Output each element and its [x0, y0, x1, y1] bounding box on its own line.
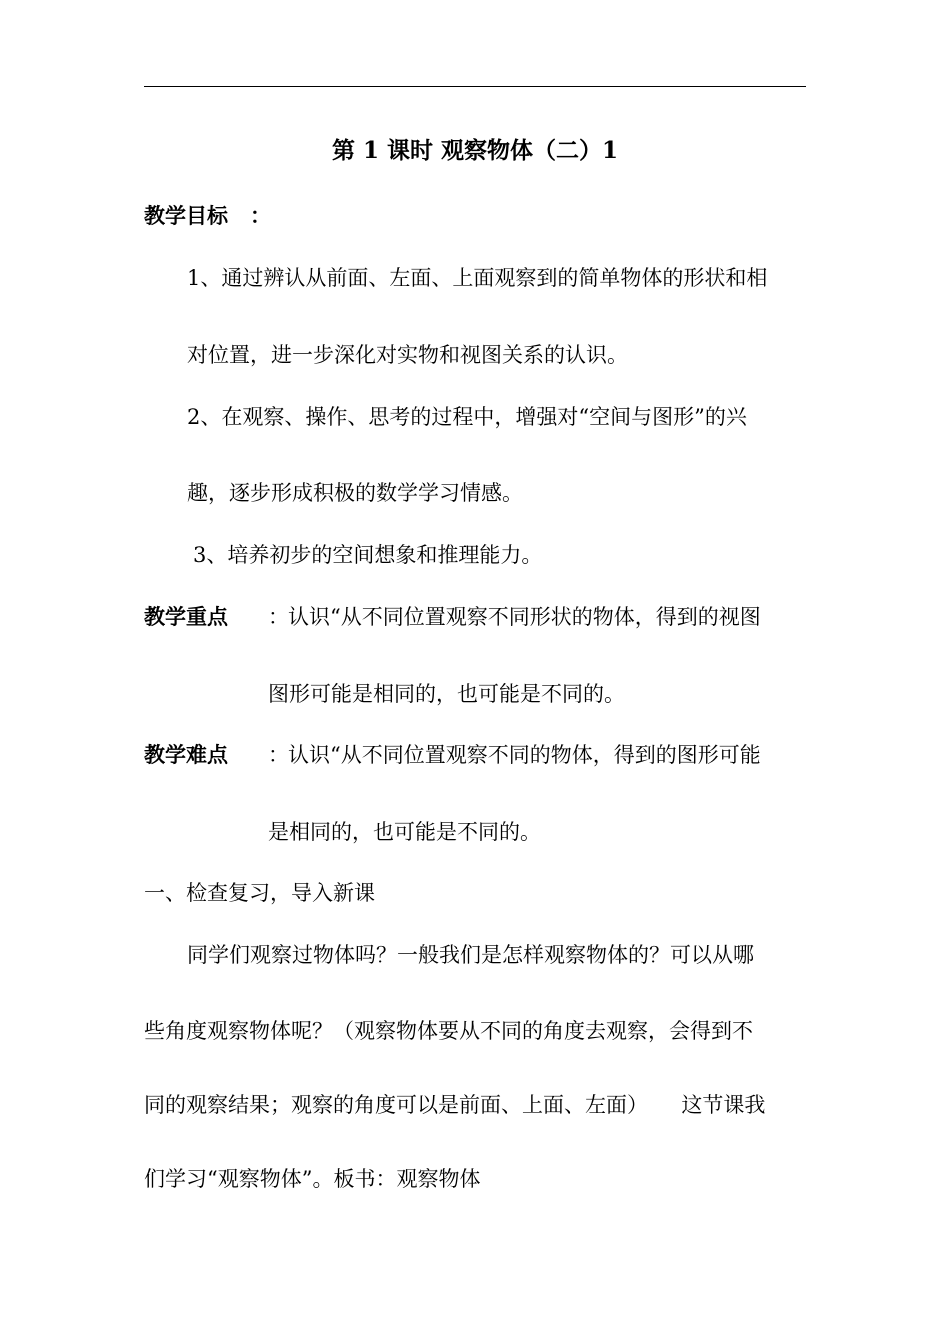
objective-1-line1: 1、通过辨认从前面、左面、上面观察到的简单物体的形状和相 — [187, 266, 768, 290]
objectives-heading: 教学目标 — [144, 203, 228, 228]
objective-2-line2: 趣，逐步形成积极的数学学习情感。 — [187, 481, 523, 505]
page-title: 第 1 课时 观察物体（二）1 — [331, 137, 619, 164]
objective-1-line2: 对位置，进一步深化对实物和视图关系的认识。 — [187, 343, 628, 367]
difficulty-colon: ： — [268, 743, 289, 767]
header-rule — [144, 86, 806, 87]
objectives-colon: ： — [250, 203, 271, 228]
section1-heading: 一、检查复习，导入新课 — [144, 881, 375, 905]
key-point-colon: ： — [268, 605, 289, 629]
section1-paragraph-line3: 同的观察结果；观察的角度可以是前面、上面、左面） 这节课我 — [144, 1093, 766, 1117]
difficulty-text-line1: 认识“从不同位置观察不同的物体，得到的图形可能 — [288, 743, 761, 767]
section1-paragraph-line1: 同学们观察过物体吗？一般我们是怎样观察物体的？可以从哪 — [187, 943, 754, 967]
section1-paragraph-line2: 些角度观察物体呢？（观察物体要从不同的角度去观察，会得到不 — [144, 1019, 753, 1043]
objective-2-line1: 2、在观察、操作、思考的过程中，增强对“空间与图形”的兴 — [187, 405, 747, 429]
difficulty-heading: 教学难点 — [144, 742, 228, 767]
difficulty-text-line2: 是相同的，也可能是不同的。 — [268, 820, 541, 844]
objective-3-line1: 3、培养初步的空间想象和推理能力。 — [193, 543, 543, 567]
key-point-heading: 教学重点 — [144, 604, 228, 629]
objectives-heading-row — [144, 202, 271, 230]
difficulty-row — [144, 741, 761, 769]
section1-paragraph-line4: 们学习“观察物体”。板书：观察物体 — [144, 1167, 481, 1191]
key-point-text-line1: 认识“从不同位置观察不同形状的物体，得到的视图 — [288, 605, 761, 629]
key-point-text-line2: 图形可能是相同的，也可能是不同的。 — [268, 682, 625, 706]
key-point-row — [144, 603, 761, 631]
